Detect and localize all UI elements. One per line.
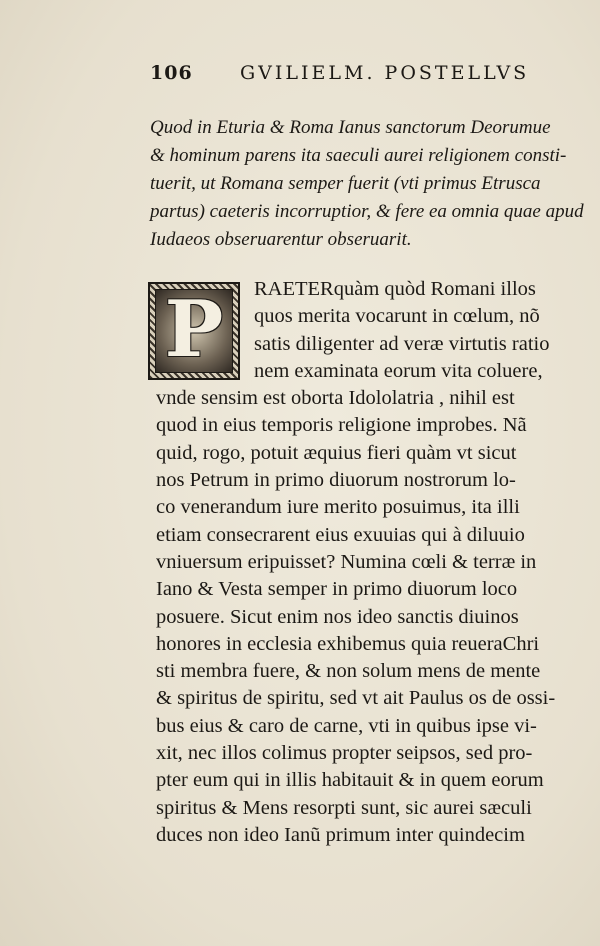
body-line: bus eius & caro de carne, vti in quibus ipse vi- (156, 714, 537, 737)
body-line: sti membra fuere, & non solum mens de mente (156, 660, 541, 683)
argument-line: Quod in Eturia & Roma Ianus sanctorum Deorumue (150, 117, 551, 138)
body-line: nos Petrum in primo diuorum nostrorum lo- (156, 469, 516, 492)
argument-line: partus) caeteris incorruptior, & fere ea omnia quae apud (150, 201, 584, 222)
body-text (156, 276, 570, 849)
body-line: honores in ecclesia exhibemus quia reueraChri (156, 632, 540, 655)
body-line: quid, rogo, potuit æquius fieri quàm vt sicut (156, 441, 517, 464)
body-line: pter eum qui in illis habitauit & in quem eorum (156, 769, 544, 792)
body-line: vnde sensim est oborta Idololatria , nihil est (156, 387, 515, 410)
body-line: spiritus & Mens resorpti sunt, sic aurei sæculi (156, 796, 532, 819)
argument-line: Iudaeos obseruarentur obseruarit. (150, 229, 412, 250)
body-line: Iano & Vesta semper in primo diuorum loco (156, 578, 518, 601)
body-line: quos merita vocarunt in cœlum, nõ (254, 305, 540, 328)
body-line: posuere. Sicut enim nos ideo sanctis diuinos (156, 605, 519, 628)
argument-line: tuerit, ut Romana semper fuerit (vti primus Etrusca (150, 173, 541, 194)
page-number: 106 (150, 62, 193, 84)
running-title: GVILIELM. POSTELLVS (240, 62, 530, 84)
body-line: xit, nec illos colimus propter seipsos, sed pro- (156, 742, 533, 765)
body-line: RAETERquàm quòd Romani illos (254, 278, 536, 300)
page-header (150, 62, 570, 88)
argument-line: & hominum parens ita saeculi aurei religionem consti- (150, 145, 567, 166)
body-line: duces non ideo Ianũ primum inter quindecim (156, 823, 525, 846)
initial-letter: P (164, 284, 224, 375)
body-line: nem examinata eorum vita coluere, (254, 359, 543, 382)
body-line: quod in eius temporis religione improbes. Nã (156, 414, 527, 437)
body-line: co venerandum iure merito posuimus, ita illi (156, 496, 520, 519)
body-line: satis diligenter ad veræ virtutis ratio (254, 332, 550, 355)
chapter-argument (150, 114, 584, 254)
body-line: & spiritus de spiritu, sed vt ait Paulus os de ossi- (156, 687, 556, 710)
body-line: vniuersum eripuisset? Numina cœli & terræ in (156, 550, 537, 573)
body-line: etiam consecrarent eius exuuias qui à diluuio (156, 523, 525, 546)
